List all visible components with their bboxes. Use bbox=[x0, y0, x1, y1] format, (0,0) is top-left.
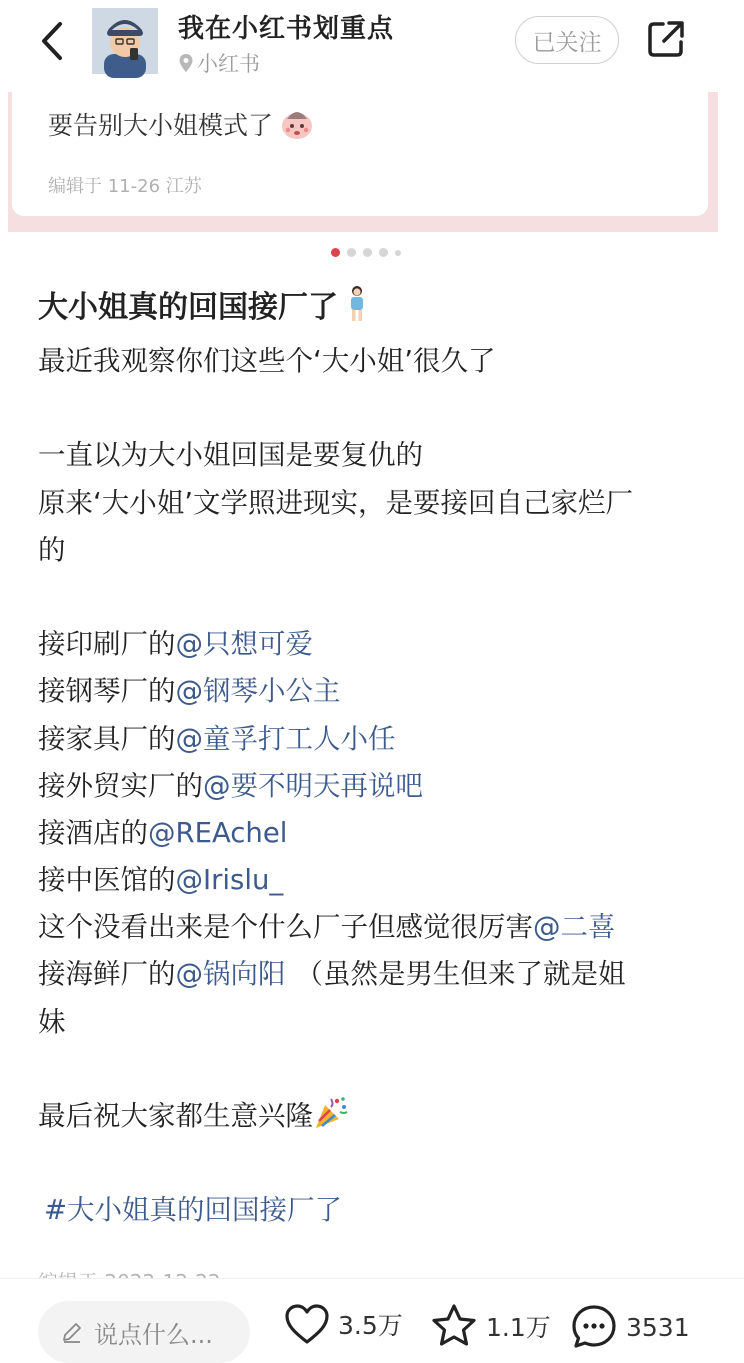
user-mention-link[interactable]: @只想可爱 bbox=[175, 628, 313, 661]
body-line bbox=[38, 1093, 698, 1140]
bottom-action-bar bbox=[0, 1278, 744, 1361]
body-line-text: 原来‘大小姐’文学照进现实，是要接回自己家烂厂 bbox=[38, 486, 633, 519]
crying-face-emoji-icon bbox=[279, 107, 315, 141]
user-mention-link[interactable]: @要不明天再说吧 bbox=[203, 769, 423, 802]
post-title bbox=[38, 282, 368, 326]
back-button[interactable] bbox=[34, 18, 74, 64]
body-line bbox=[38, 432, 698, 479]
body-line-text: 接中医馆的 bbox=[38, 864, 176, 897]
body-line-text: 接印刷厂的 bbox=[38, 628, 176, 661]
user-mention-link[interactable]: @REAchel bbox=[148, 816, 288, 849]
post-body bbox=[38, 338, 698, 1235]
body-line bbox=[38, 527, 698, 574]
comments-button[interactable] bbox=[570, 1303, 690, 1351]
pencil-icon bbox=[60, 1320, 84, 1344]
hashtag-link[interactable]: #大小姐真的回国接厂了 bbox=[44, 1194, 343, 1227]
star-icon bbox=[430, 1303, 478, 1349]
heart-icon bbox=[284, 1303, 330, 1345]
top-bar bbox=[0, 0, 744, 92]
blank-line bbox=[38, 574, 698, 621]
woman-standing-emoji-icon bbox=[346, 285, 368, 323]
body-line bbox=[38, 763, 698, 810]
body-line bbox=[38, 951, 698, 998]
like-button[interactable] bbox=[284, 1303, 403, 1345]
avatar-illustration-icon bbox=[92, 8, 158, 74]
comment-bubble-icon bbox=[570, 1303, 618, 1351]
location-pin-icon bbox=[178, 53, 194, 73]
comment-input[interactable] bbox=[38, 1301, 250, 1363]
user-mention-link[interactable]: @钢琴小公主 bbox=[175, 675, 341, 708]
body-line-text: 接钢琴厂的 bbox=[38, 675, 176, 708]
body-line-text: 接家具厂的 bbox=[38, 722, 176, 755]
carousel-dot[interactable] bbox=[379, 248, 388, 257]
location-row bbox=[178, 48, 260, 78]
body-line-text: 接酒店的 bbox=[38, 816, 148, 849]
avatar[interactable] bbox=[92, 8, 158, 74]
like-count: 3.5万 bbox=[338, 1311, 403, 1340]
follow-button[interactable]: 已关注 bbox=[515, 16, 619, 64]
blank-line bbox=[38, 385, 698, 432]
chevron-left-icon bbox=[34, 18, 74, 64]
body-line bbox=[38, 480, 698, 527]
collect-button[interactable] bbox=[430, 1303, 551, 1349]
body-line-text: 一直以为大小姐回国是要复仇的 bbox=[38, 439, 423, 472]
slide-text-label: 要告别大小姐模式了 bbox=[48, 111, 274, 140]
collect-count: 1.1万 bbox=[486, 1313, 551, 1342]
body-line bbox=[38, 857, 698, 904]
comment-count: 3531 bbox=[626, 1312, 690, 1342]
body-line bbox=[38, 621, 698, 668]
user-mention-link[interactable]: @二喜 bbox=[533, 911, 616, 944]
user-mention-link[interactable]: @童孚打工人小任 bbox=[175, 722, 396, 755]
post-title-text: 大小姐真的回国接厂了 bbox=[38, 290, 338, 325]
body-line bbox=[38, 668, 698, 715]
image-carousel[interactable] bbox=[8, 92, 718, 232]
body-line-text: 最近我观察你们这些个‘大小姐’很久了 bbox=[38, 345, 496, 377]
author-name[interactable]: 我在小红书划重点 bbox=[178, 14, 395, 44]
body-line bbox=[38, 810, 698, 857]
body-line-text: 接外贸实厂的 bbox=[38, 769, 203, 802]
carousel-indicator bbox=[0, 248, 738, 257]
party-popper-icon bbox=[313, 1095, 349, 1131]
body-line bbox=[38, 338, 698, 385]
slide-edit-info: 编辑于 11-26 江苏 bbox=[48, 176, 202, 197]
user-mention-link[interactable]: @Irislu_ bbox=[175, 864, 284, 897]
body-line-text: 的 bbox=[38, 533, 66, 566]
user-mention-link[interactable]: @锅向阳 bbox=[175, 958, 286, 991]
share-button[interactable] bbox=[645, 18, 687, 60]
body-line-text: 接海鲜厂的 bbox=[38, 958, 176, 991]
location-label: 小红书 bbox=[197, 52, 260, 76]
body-line-text: 这个没看出来是个什么厂子但感觉很厉害 bbox=[38, 911, 533, 944]
body-line bbox=[38, 904, 698, 951]
carousel-slide-card bbox=[12, 92, 708, 216]
body-line bbox=[38, 999, 698, 1046]
carousel-dot[interactable] bbox=[363, 248, 372, 257]
body-line-text: 最后祝大家都生意兴隆 bbox=[38, 1100, 313, 1132]
body-line-text: 妹 bbox=[38, 1005, 66, 1038]
slide-text bbox=[48, 106, 315, 142]
body-line-suffix: （虽然是男生但来了就是姐 bbox=[295, 958, 626, 991]
comment-placeholder: 说点什么... bbox=[94, 1320, 213, 1349]
carousel-dot-active[interactable] bbox=[331, 248, 340, 257]
blank-line bbox=[38, 1046, 698, 1093]
carousel-dot[interactable] bbox=[395, 250, 401, 256]
carousel-dot[interactable] bbox=[347, 248, 356, 257]
blank-line bbox=[38, 1140, 698, 1187]
share-icon bbox=[645, 18, 687, 60]
body-line bbox=[38, 716, 698, 763]
